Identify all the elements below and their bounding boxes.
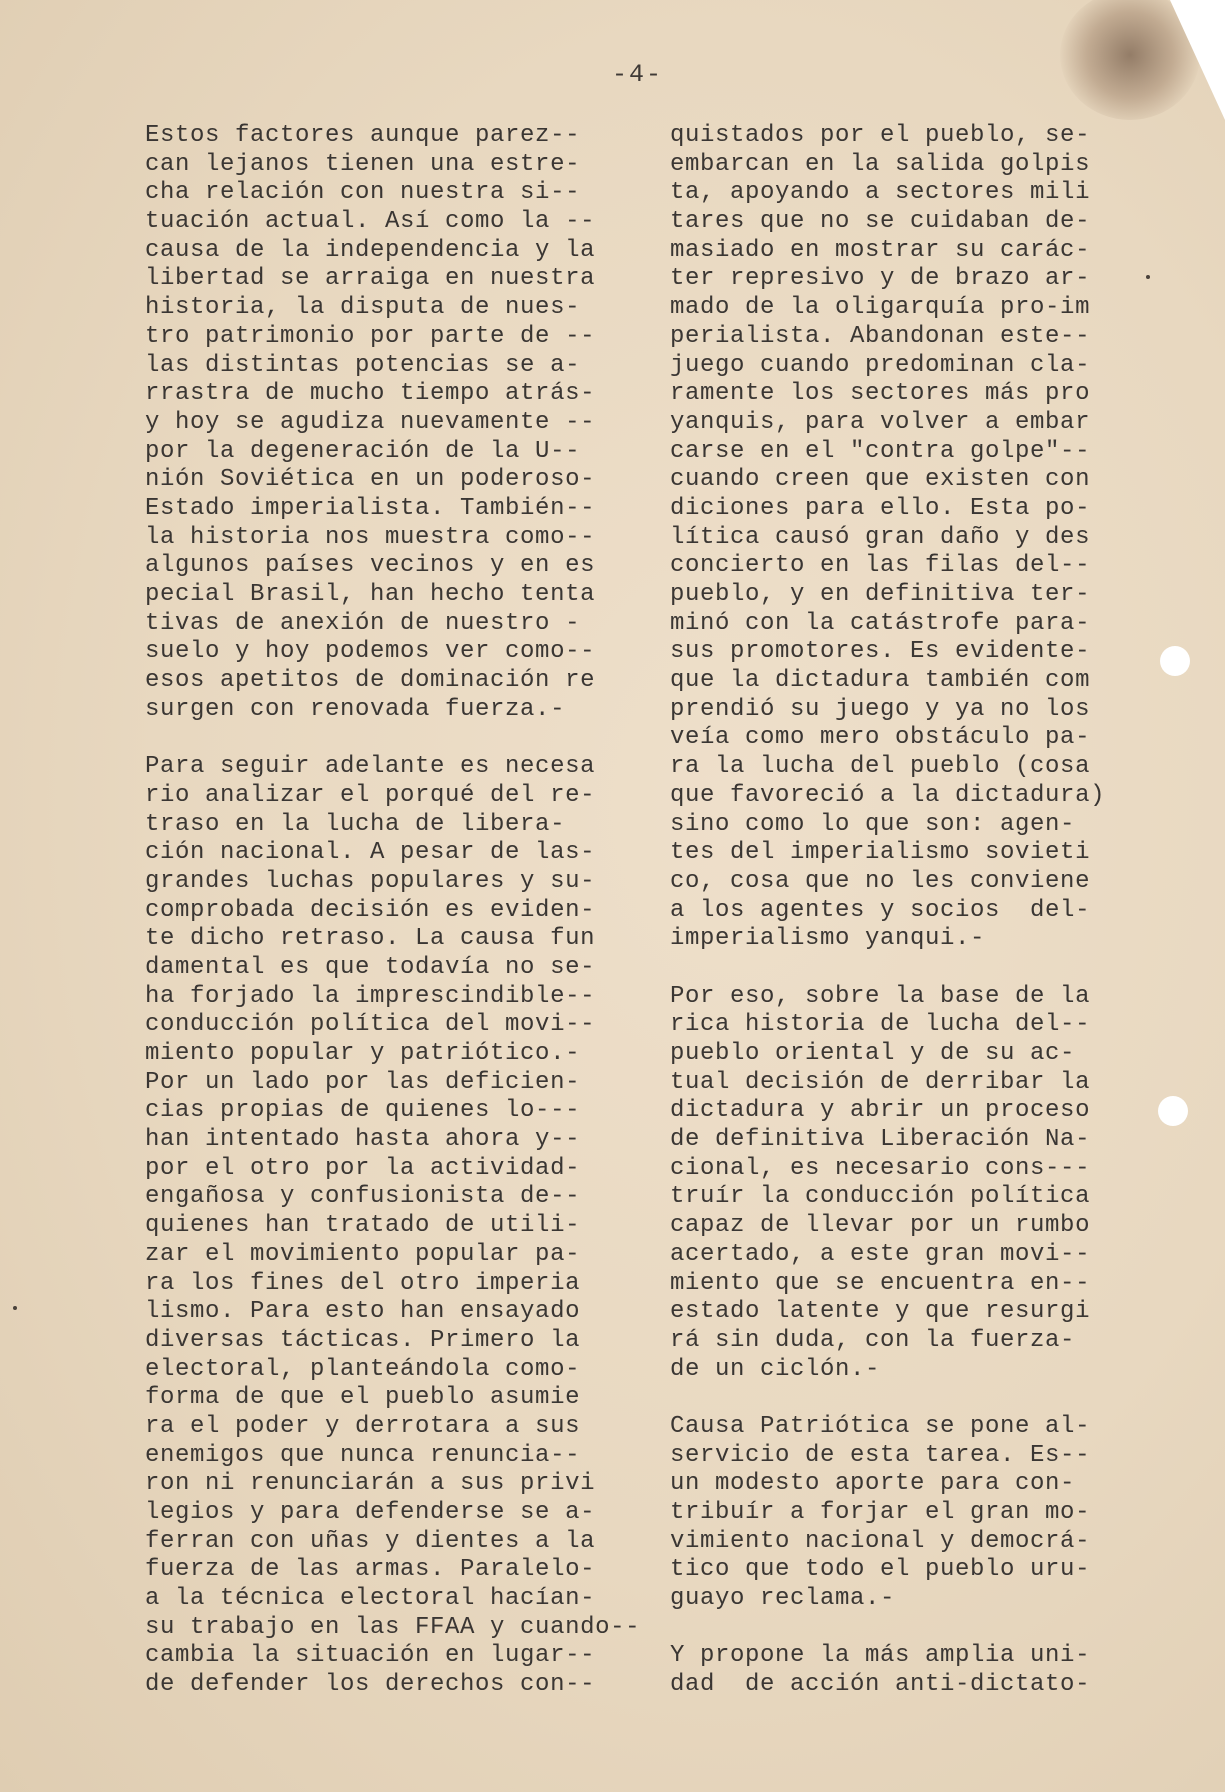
left-column-line: rrastra de mucho tiempo atrás- xyxy=(145,380,596,408)
right-column-line: tribuír a forjar el gran mo- xyxy=(670,1499,1091,1526)
right-column-line: miento que se encuentra en-- xyxy=(670,1269,1091,1297)
right-column-line: ta, apoyando a sectores mili xyxy=(670,179,1091,207)
left-column-line: nión Soviética en un poderoso- xyxy=(145,466,596,494)
right-column-line: capaz de llevar por un rumbo xyxy=(670,1212,1091,1240)
right-column-line: yanquis, para volver a embar xyxy=(670,408,1091,436)
left-column-line: rio analizar el porqué del re- xyxy=(145,781,596,809)
left-column-line: damental es que todavía no se- xyxy=(145,953,596,981)
right-column-line: tual decisión de derribar la xyxy=(670,1068,1091,1096)
left-column-line: tro patrimonio por parte de -- xyxy=(145,322,596,350)
right-column-line: truír la conducción política xyxy=(670,1183,1091,1211)
right-column-line: sino como lo que son: agen- xyxy=(670,810,1076,838)
left-column-line: ron ni renunciarán a sus privi xyxy=(145,1470,596,1498)
right-column-line: Causa Patriótica se pone al- xyxy=(670,1412,1091,1440)
left-column-line: Estado imperialista. También-- xyxy=(145,494,596,522)
ink-speck xyxy=(1146,275,1150,279)
left-column-line: lismo. Para esto han ensayado xyxy=(145,1298,581,1326)
left-column-line: suelo y hoy podemos ver como-- xyxy=(145,638,596,666)
right-column-line: tico que todo el pueblo uru- xyxy=(670,1556,1091,1584)
right-column-line: co, cosa que no les conviene xyxy=(670,867,1091,895)
left-column-line: la historia nos muestra como-- xyxy=(145,523,596,551)
right-column xyxy=(670,122,1106,1700)
right-column-line: diciones para ello. Esta po- xyxy=(670,494,1091,522)
left-column-line: forma de que el pueblo asumie xyxy=(145,1384,581,1412)
right-column-line: de un ciclón.- xyxy=(670,1355,881,1383)
left-column-line: surgen con renovada fuerza.- xyxy=(145,695,566,723)
paragraph-gap xyxy=(670,1384,1100,1413)
paragraph-gap xyxy=(670,954,1100,983)
right-column-line: un modesto aporte para con- xyxy=(670,1470,1076,1498)
left-column-line: por la degeneración de la U-- xyxy=(145,437,581,465)
right-column-line: imperialismo yanqui.- xyxy=(670,925,986,953)
left-column-line: cha relación con nuestra si-- xyxy=(145,179,581,207)
left-column-line: ha forjado la imprescindible-- xyxy=(145,982,596,1010)
right-column-line: perialista. Abandonan este-- xyxy=(670,322,1091,350)
left-column-line: can lejanos tienen una estre- xyxy=(145,150,581,178)
right-column-line: ramente los sectores más pro xyxy=(670,380,1091,408)
left-column-line: grandes luchas populares y su- xyxy=(145,867,596,895)
left-column xyxy=(145,122,641,1700)
right-column-line: Y propone la más amplia uni- xyxy=(670,1642,1091,1670)
left-column-line: libertad se arraiga en nuestra xyxy=(145,265,596,293)
ink-speck xyxy=(13,1306,17,1310)
right-column-line: pueblo, y en definitiva ter- xyxy=(670,581,1091,608)
right-column-line: juego cuando predominan cla- xyxy=(670,351,1091,379)
right-column-line: pueblo oriental y de su ac- xyxy=(670,1040,1076,1067)
left-column-line: comprobada decisión es eviden- xyxy=(145,896,596,924)
right-column-line: de definitiva Liberación Na- xyxy=(670,1126,1091,1154)
right-column-line: lítica causó gran daño y des xyxy=(670,523,1091,551)
right-column-line: sus promotores. Es evidente- xyxy=(670,638,1091,666)
left-column-line: conducción política del movi-- xyxy=(145,1011,596,1039)
right-column-line: a los agentes y socios del- xyxy=(670,896,1091,924)
left-column-line: y hoy se agudiza nuevamente -- xyxy=(145,408,596,436)
left-column-line: a la técnica electoral hacían- xyxy=(145,1585,596,1613)
right-column-line: veía como mero obstáculo pa- xyxy=(670,724,1091,752)
left-column-line: las distintas potencias se a- xyxy=(145,351,581,379)
left-column-line: legios y para defenderse se a- xyxy=(145,1499,596,1526)
left-column-line: cambia la situación en lugar-- xyxy=(145,1642,596,1670)
left-column-line: fuerza de las armas. Paralelo- xyxy=(145,1556,596,1584)
left-column-line: ra el poder y derrotara a sus xyxy=(145,1412,581,1440)
paragraph-gap xyxy=(145,724,600,753)
left-column-line: Por un lado por las deficien- xyxy=(145,1068,581,1096)
right-column-line: tes del imperialismo sovieti xyxy=(670,839,1091,867)
right-column-line: concierto en las filas del-- xyxy=(670,552,1091,580)
left-column-line: de defender los derechos con-- xyxy=(145,1671,596,1699)
left-column-line: esos apetitos de dominación re xyxy=(145,667,596,695)
left-column-line: engañosa y confusionista de-- xyxy=(145,1183,581,1211)
right-column-line: dictadura y abrir un proceso xyxy=(670,1097,1091,1125)
left-column-line: causa de la independencia y la xyxy=(145,236,596,264)
left-column-line: Estos factores aunque parez-- xyxy=(145,122,581,149)
torn-corner xyxy=(1170,0,1225,120)
right-column-line: guayo reclama.- xyxy=(670,1585,896,1613)
right-column-line: prendió su juego y ya no los xyxy=(670,695,1091,723)
left-column-line: ra los fines del otro imperia xyxy=(145,1269,581,1297)
left-column-line: algunos países vecinos y en es xyxy=(145,552,596,580)
right-column-line: quistados por el pueblo, se- xyxy=(670,122,1091,149)
left-column-line: cias propias de quienes lo--- xyxy=(145,1097,581,1125)
page-number: -4- xyxy=(612,60,664,89)
right-column-line: Por eso, sobre la base de la xyxy=(670,982,1091,1010)
left-column-line: ferran con uñas y dientes a la xyxy=(145,1527,596,1555)
punch-hole xyxy=(1158,1096,1188,1126)
left-column-line: tivas de anexión de nuestro - xyxy=(145,609,581,637)
paragraph-gap xyxy=(670,1614,1100,1643)
left-column-line: miento popular y patriótico.- xyxy=(145,1040,581,1067)
left-column-line: traso en la lucha de libera- xyxy=(145,810,566,838)
left-column-line: pecial Brasil, han hecho tenta xyxy=(145,581,596,608)
left-column-line: historia, la disputa de nues- xyxy=(145,294,581,322)
left-column-line: Para seguir adelante es necesa xyxy=(145,753,596,781)
left-column-line: por el otro por la actividad- xyxy=(145,1154,581,1182)
punch-hole xyxy=(1160,646,1190,676)
right-column-line: ter represivo y de brazo ar- xyxy=(670,265,1091,293)
left-column-line: su trabajo en las FFAA y cuando-- xyxy=(145,1613,641,1641)
left-column-line: quienes han tratado de utili- xyxy=(145,1212,581,1240)
left-column-line: zar el movimiento popular pa- xyxy=(145,1240,581,1268)
left-column-line: tuación actual. Así como la -- xyxy=(145,208,596,236)
right-column-line: ra la lucha del pueblo (cosa xyxy=(670,753,1091,781)
left-column-line: ción nacional. A pesar de las- xyxy=(145,839,596,867)
right-column-line: dad de acción anti-dictato- xyxy=(670,1671,1091,1699)
right-column-line: embarcan en la salida golpis xyxy=(670,150,1091,178)
right-column-line: vimiento nacional y democrá- xyxy=(670,1527,1091,1555)
right-column-line: minó con la catástrofe para- xyxy=(670,609,1091,637)
right-column-line: rá sin duda, con la fuerza- xyxy=(670,1326,1076,1354)
right-column-line: mado de la oligarquía pro-im xyxy=(670,294,1091,322)
right-column-line: que la dictadura también com xyxy=(670,667,1091,695)
left-column-line: enemigos que nunca renuncia-- xyxy=(145,1441,581,1469)
right-column-line: cional, es necesario cons--- xyxy=(670,1154,1091,1182)
left-column-line: han intentado hasta ahora y-- xyxy=(145,1126,581,1154)
right-column-line: servicio de esta tarea. Es-- xyxy=(670,1441,1091,1469)
right-column-line: cuando creen que existen con xyxy=(670,466,1091,494)
right-column-line: tares que no se cuidaban de- xyxy=(670,208,1091,236)
left-column-line: diversas tácticas. Primero la xyxy=(145,1326,581,1354)
left-column-line: te dicho retraso. La causa fun xyxy=(145,925,596,953)
right-column-line: que favoreció a la dictadura) xyxy=(670,781,1106,809)
right-column-line: masiado en mostrar su carác- xyxy=(670,236,1091,264)
right-column-line: acertado, a este gran movi-- xyxy=(670,1240,1091,1268)
right-column-line: estado latente y que resurgi xyxy=(670,1298,1091,1326)
right-column-line: carse en el "contra golpe"-- xyxy=(670,437,1091,465)
right-column-line: rica historia de lucha del-- xyxy=(670,1011,1091,1039)
left-column-line: electoral, planteándola como- xyxy=(145,1355,581,1383)
